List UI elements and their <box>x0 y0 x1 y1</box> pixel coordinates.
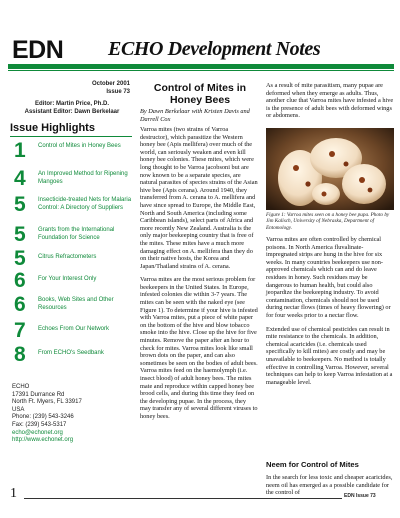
highlight-item[interactable] <box>10 223 134 250</box>
city: North Ft. Myers, FL 33917 <box>12 399 82 406</box>
highlight-item[interactable] <box>10 139 134 166</box>
photo-illustration <box>266 128 394 210</box>
article-paragraph: Varroa mites are often controlled by chemical poisons. In North America fluvalinate-impregnated strips are hung in the hive for six weeks. In many countries beekeepers use non-approved chemicals which can and do leave residues in honey. Such residues may be dangerous to human health, but could also jeopardize the beekeeping industry. To avoid contamination, chemicals should not be used during nectar flows (times of heavy flowering) or for four weeks prior to a nectar flow. <box>266 236 391 319</box>
highlight-link[interactable]: Control of Mites in Honey Bees <box>38 143 121 149</box>
highlight-page-number: 5 <box>14 247 26 270</box>
highlight-page-number: 6 <box>14 293 26 316</box>
article-paragraph: In the search for less toxic and cheaper acaricides, neem oil has emerged as a possible candidate for the control of <box>266 474 393 497</box>
issue-date: October 2001 <box>91 81 130 87</box>
article-title: Control of Mites in Honey Bees <box>153 82 247 106</box>
highlight-link[interactable]: Insecticide-treated Nets for Malaria Control: A Directory of Suppliers <box>38 197 132 211</box>
highlight-page-number: 5 <box>14 193 26 216</box>
highlight-page-number: 7 <box>14 319 26 342</box>
editors-block <box>10 100 134 116</box>
highlight-item[interactable] <box>10 167 134 194</box>
article-paragraph: Varroa mites are the most serious problem for beekeepers in the United States. In Europe, infested colonies die within 3-7 years. The mites can be seen with the naked eye (see Figure 1). To determine if your hive is infested with Varroa mites, put a piece of white paper on the bottom of the hive and blow tobacco smoke into the hive. Close up the hive for five minutes. Remove the paper after an hour to check for mites. Varroa mites look like small brown dots on the paper, and can also sometimes be seen on the bodies of adult bees. Varroa mites feed on the haemolymph (i.e. insect blood) of adult honey bees. The mites mate and reproduce within capped honey bee brood cells, and during this time they feed on the developing pupae. In the process, they may transfer any of several different viruses to honey bees. <box>140 276 258 420</box>
highlight-item[interactable] <box>10 319 134 346</box>
org-name: ECHO <box>12 384 30 390</box>
section-subheading: Neem for Control of Mites <box>266 460 359 469</box>
fax: Fax: (239) 543-5317 <box>12 421 67 428</box>
highlight-item[interactable] <box>10 293 134 320</box>
article-paragraph: Varroa mites (two strains of Varroa destructor), which parasitize the Western honey bee (Apis mellifera) over much of the world, can seriously weaken and even kill honey bee colonies. These mites, which were long thought to be Varroa jacobsoni but are now known to be a separate species, are natural parasites of species strains of the Asian hive bee (Apis cerana). Around 1940, they transferred from A. cerana to A. mellifera and have since spread to Europe, the Middle East, North and South America (including some Caribbean islands), select parts of Africa and more recently New Zealand. Australia is the only major beekeeping country that is free of the mites. These mites have a much more damaging effect on A. mellifera than they do on their native hosts, the Korea and Japan/Thailand strains of A. cerana. <box>140 126 258 270</box>
article-column-2-top <box>266 82 394 126</box>
highlight-item[interactable] <box>10 193 134 220</box>
article-column-1 <box>140 126 258 427</box>
country: USA <box>12 406 25 413</box>
highlight-link[interactable]: Echoes From Our Network <box>38 326 110 332</box>
highlight-page-number: 6 <box>14 269 26 292</box>
issue-number: Issue 73 <box>106 89 130 95</box>
email-link[interactable]: echo@echonet.org <box>12 429 63 436</box>
highlight-item[interactable] <box>10 343 134 370</box>
article-column-2 <box>266 236 394 392</box>
highlight-link[interactable]: For Your Interest Only <box>38 276 97 282</box>
highlights-heading: Issue Highlights <box>10 122 95 134</box>
varroa-mite-photo <box>266 128 394 210</box>
header-rule <box>8 64 394 69</box>
article-paragraph: As a result of mite parasitism, many pupae are deformed when they emerge as adults. Thus, another clue that Varroa mites have infested a hive is the presence of adult bees with deformed wings or abdomens. <box>266 82 394 120</box>
article-paragraph: Extended use of chemical pesticides can result in mite resistance to the chemicals. In addition, chemical acaricides (i.e. chemicals used specifically to kill mites) are costly and may be unavailable to beekeepers. No method is totally effective in controlling Varroa. However, several techniques can help to keep Varroa infestation at a manageable level. <box>266 325 393 386</box>
highlight-link[interactable]: Grants from the International Foundation for Science <box>38 227 115 241</box>
assistant-editor-line: Assistant Editor: Dawn Berkelaar <box>24 109 120 115</box>
highlight-item[interactable] <box>10 269 134 296</box>
edn-logo: EDN <box>12 36 64 64</box>
highlight-link[interactable]: Citrus Refractometers <box>38 254 97 260</box>
highlight-link[interactable]: An Improved Method for Ripening Mangoes <box>38 171 128 185</box>
issue-info <box>84 80 130 96</box>
phone: Phone: (239) 543-3246 <box>12 414 74 421</box>
contact-address <box>12 384 132 445</box>
highlights-rule <box>10 136 132 137</box>
page-number: 1 <box>10 486 17 501</box>
website-link[interactable]: http://www.echonet.org <box>12 437 74 444</box>
highlight-page-number: 4 <box>14 167 26 190</box>
highlight-link[interactable]: Books, Web Sites and Other Resources <box>38 297 114 311</box>
highlight-link[interactable]: From ECHO's Seedbank <box>38 350 104 356</box>
header-rule-thin <box>8 70 394 71</box>
editor-line: Editor: Martin Price, Ph.D. <box>34 101 109 107</box>
highlight-page-number: 5 <box>14 223 26 246</box>
footer-issue-label: EDN Issue 73 <box>344 493 376 499</box>
highlight-page-number: 1 <box>14 139 26 162</box>
footer-rule <box>24 498 358 499</box>
highlight-page-number: 8 <box>14 343 26 366</box>
photo-caption: Figure 1: Varroa mites seen on a honey bee pupa. Photo by Jim Kalisch, University of Nebraska, Department of Entomology. <box>266 212 390 231</box>
highlight-item[interactable] <box>10 247 134 274</box>
street: 17391 Durrance Rd <box>12 391 65 398</box>
newsletter-title: ECHO Development Notes <box>108 38 321 60</box>
article-byline: By Dawn Berkelaar with Kristen Davis and Darrell Cox <box>140 108 250 123</box>
